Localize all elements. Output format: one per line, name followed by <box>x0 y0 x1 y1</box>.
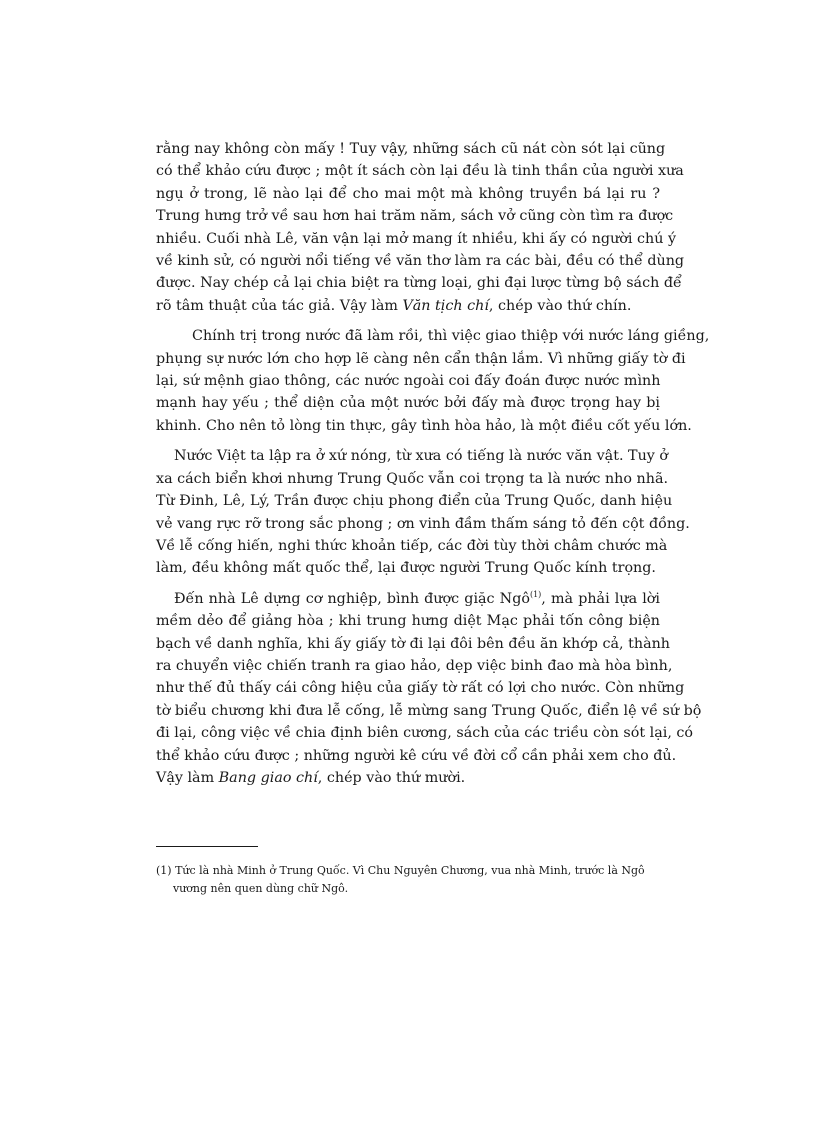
text-run: , chép vào thứ mười. <box>317 769 466 786</box>
text-line <box>156 770 465 786</box>
text-line: Nước Việt ta lập ra ở xứ nóng, từ xưa có tiếng là nước văn vật. Tuy ở <box>174 448 669 465</box>
text-line: xa cách biển khơi nhưng Trung Quốc vẫn coi trọng ta là nước nho nhã. <box>156 470 669 487</box>
text-run: , mà phải lựa lời <box>541 590 660 607</box>
text-line: Trung hưng trở về sau hơn hai trăm năm, sách vở cũng còn tìm ra được <box>156 208 674 225</box>
book-title: Văn tịch chí <box>402 297 489 314</box>
paragraph-viet-nation <box>156 445 690 579</box>
text-line: làm, đều không mất quốc thể, lại được người Trung Quốc kính trọng. <box>156 560 656 577</box>
paragraph-van-tich-chi <box>156 138 685 317</box>
text-line: ra chuyển việc chiến tranh ra giao hảo, dẹp việc binh đao mà hòa bình, <box>156 657 673 674</box>
text-line: bạch về danh nghĩa, khi ấy giấy tờ đi lại đôi bên đều ăn khớp cả, thành <box>156 635 671 652</box>
text-line: khinh. Cho nên tỏ lòng tin thực, gây tình hòa hảo, là một điều cốt yếu lớn. <box>156 417 692 434</box>
text-line: như thế đủ thấy cái công hiệu của giấy tờ rất có lợi cho nước. Còn những <box>156 680 685 697</box>
footnote-line: vương nên quen dùng chữ Ngô. <box>173 882 349 895</box>
text-line: ngụ ở trong, lẽ nào lại để cho mai một mà không truyền bá lại ru ? <box>156 185 660 202</box>
paragraph-bang-giao-chi <box>156 588 702 790</box>
page-body <box>156 138 710 797</box>
text-line: phụng sự nước lớn cho hợp lẽ càng nên cẩn thận lắm. Vì những giấy tờ đi <box>156 350 686 367</box>
text-line: Từ Đinh, Lê, Lý, Trần được chịu phong điển của Trung Quốc, danh hiệu <box>156 493 673 510</box>
footnote-marker[interactable]: (1) <box>529 589 542 599</box>
text-line: lại, sứ mệnh giao thông, các nước ngoài coi đấy đoán được nước mình <box>156 373 661 390</box>
text-line: mềm dẻo để giảng hòa ; khi trung hưng diệt Mạc phải tốn công biện <box>156 613 660 630</box>
text-run: , chép vào thứ chín. <box>488 297 632 314</box>
text-line: mạnh hay yếu ; thể diện của một nước bởi đấy mà được trọng hay bị <box>156 395 660 412</box>
text-line: được. Nay chép cả lại chia biệt ra từng loại, ghi đại lược từng bộ sách để <box>156 275 682 292</box>
text-line: có thể khảo cứu được ; một ít sách còn lại đều là tinh thần của người xưa <box>156 163 684 180</box>
text-line: vẻ vang rực rỡ trong sắc phong ; ơn vinh đầm thấm sáng tỏ đến cột đồng. <box>156 515 690 532</box>
text-line: về kinh sử, có người nổi tiếng về văn thơ làm ra các bài, đều có thể dùng <box>156 253 685 270</box>
text-line: Chính trị trong nước đã làm rồi, thì việc giao thiệp với nước láng giềng, <box>192 328 710 345</box>
text-line <box>156 298 631 314</box>
text-line: tờ biểu chương khi đưa lễ cống, lễ mừng sang Trung Quốc, điển lệ về sứ bộ <box>156 702 702 719</box>
text-run: Vậy làm <box>156 769 219 786</box>
footnote-divider <box>156 846 258 847</box>
text-line <box>156 591 660 607</box>
text-line: đi lại, công việc về chia định biên cương, sách của các triều còn sót lại, có <box>156 725 694 742</box>
book-title: Bang giao chí <box>218 769 318 786</box>
text-run: Đến nhà Lê dựng cơ nghiệp, bình được giặc Ngô <box>174 590 530 607</box>
paragraph-intro-diplomacy <box>156 325 710 437</box>
text-line: rằng nay không còn mấy ! Tuy vậy, những sách cũ nát còn sót lại cũng <box>156 141 666 157</box>
text-line: Về lễ cống hiến, nghi thức khoản tiếp, các đời tùy thời châm chước mà <box>156 537 668 554</box>
text-run: rõ tâm thuật của tác giả. Vậy làm <box>156 297 403 314</box>
text-line: nhiều. Cuối nhà Lê, văn vận lại mở mang ít nhiều, khi ấy có người chú ý <box>156 230 677 247</box>
footnote-line: (1) Tức là nhà Minh ở Trung Quốc. Vì Chu Nguyên Chương, vua nhà Minh, trước là Ngô <box>156 864 645 877</box>
footnote <box>156 862 660 898</box>
text-line: thể khảo cứu được ; những người kê cứu về đời cổ cần phải xem cho đủ. <box>156 747 677 764</box>
